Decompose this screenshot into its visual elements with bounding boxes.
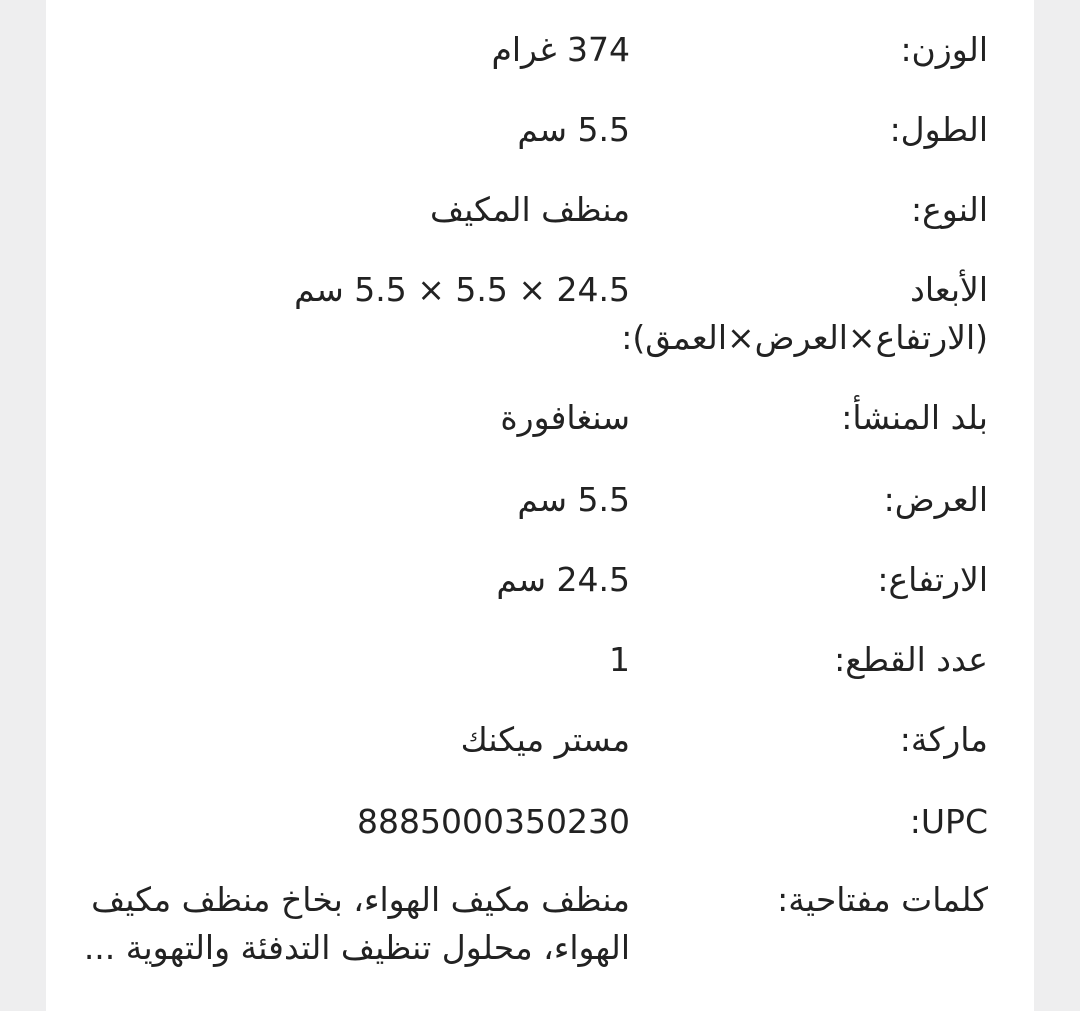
spec-value: 24.5 × 5.5 × 5.5 سم bbox=[294, 270, 630, 309]
spec-value: مستر ميكنك bbox=[460, 720, 630, 759]
spec-value: 5.5 سم bbox=[517, 480, 630, 519]
spec-label: عدد القطع: bbox=[834, 640, 988, 679]
spec-value: منظف مكيف الهواء، بخاخ منظف مكيف الهواء، محلول تنظيف التدفئة والتهوية ... bbox=[83, 880, 630, 967]
spec-label: الارتفاع: bbox=[877, 560, 988, 599]
spec-value: 24.5 سم bbox=[496, 560, 630, 599]
spec-label: بلد المنشأ: bbox=[841, 398, 988, 437]
spec-label: كلمات مفتاحية: bbox=[777, 880, 988, 919]
spec-label: ماركة: bbox=[899, 720, 988, 759]
spec-label: الوزن: bbox=[900, 30, 988, 69]
spec-value: 1 bbox=[609, 640, 630, 679]
spec-value: 8885000350230 bbox=[357, 802, 630, 841]
spec-value: 5.5 سم bbox=[517, 110, 630, 149]
spec-value: 374 غرام bbox=[491, 30, 630, 69]
spec-label: UPC: bbox=[909, 802, 988, 841]
spec-label: الطول: bbox=[889, 110, 988, 149]
spec-label: النوع: bbox=[910, 190, 988, 229]
spec-label: العرض: bbox=[883, 480, 988, 519]
spec-label: الأبعاد (الارتفاع×العرض×العمق): bbox=[621, 270, 988, 357]
product-specs-card bbox=[46, 0, 1034, 1011]
spec-value: منظف المكيف bbox=[430, 190, 630, 229]
spec-value: سنغافورة bbox=[500, 398, 630, 437]
